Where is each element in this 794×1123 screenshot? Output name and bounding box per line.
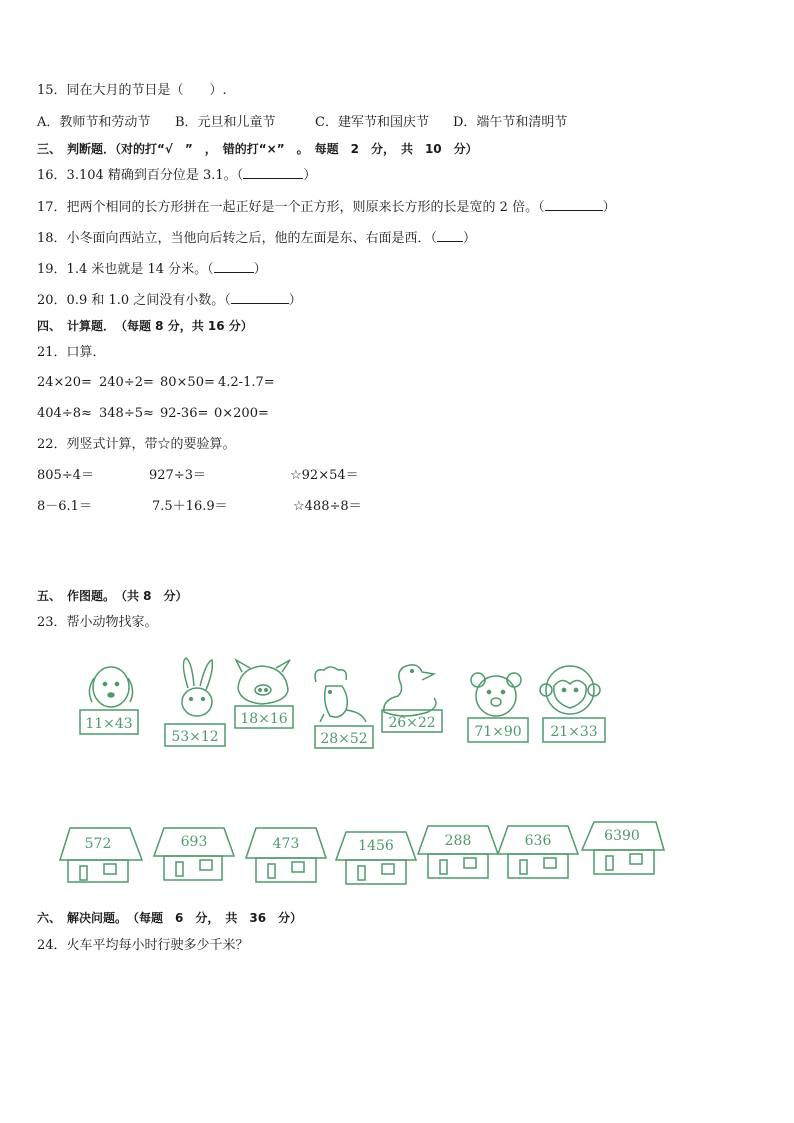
animal-card-label: 28×52: [320, 731, 368, 747]
rabbit-icon: [182, 658, 212, 716]
q15-option-a: A．教师节和劳动节: [37, 115, 151, 130]
vertical-calc-item: 805÷4＝: [37, 468, 94, 483]
q15-option-c: C．建军节和国庆节: [315, 115, 429, 130]
duck-icon: [384, 665, 436, 716]
section-6-heading: 六、 解决问题。 （每题 6 分， 共 36 分）: [37, 911, 303, 925]
goat-icon: [315, 667, 366, 722]
vertical-calc-item: ☆92×54＝: [290, 468, 359, 483]
mental-math-item: 92-36=: [160, 406, 209, 421]
q15-option-b: B．元旦和儿童节: [175, 115, 276, 130]
pig-icon: [236, 660, 290, 704]
monkey-icon: [540, 666, 600, 714]
dog-icon: [89, 667, 132, 707]
animal-card-label: 21×33: [550, 724, 598, 740]
house-number: 288: [444, 833, 472, 849]
q15-option-d: D．端午节和清明节: [453, 115, 568, 130]
house-number: 636: [524, 833, 552, 849]
question-20: 20．0.9 和 1.0 之间没有小数。（ ）: [37, 293, 302, 308]
section-3-heading: 三、 判断题．（对的打“√ ” ， 错的打“×” 。 每题 2 分， 共 10 分）: [37, 142, 478, 156]
question-17: 17．把两个相同的长方形拼在一起正好是一个正方形，则原来长方形的长是宽的 2 倍。（ ）: [37, 200, 616, 215]
question-24: 24．火车平均每小时行驶多少千米？: [37, 938, 249, 953]
animal-card-label: 53×12: [171, 729, 219, 745]
vertical-calc-item: 7.5＋16.9＝: [152, 499, 228, 514]
question-21-title: 21．口算．: [37, 345, 106, 360]
mental-math-item: 0×200=: [214, 406, 269, 421]
mental-math-item: 240÷2=: [99, 375, 154, 390]
house-number: 6390: [604, 828, 640, 844]
animal-house-illustration: [0, 640, 794, 900]
vertical-calc-item: ☆488÷8＝: [293, 499, 362, 514]
section-4-heading: 四、 计算题． （每题 8 分，共 16 分）: [37, 319, 253, 333]
question-15-stem: 15．同在大月的节日是（ ）.: [37, 83, 227, 98]
animal-card-label: 18×16: [240, 711, 288, 727]
vertical-calc-item: 8－6.1＝: [37, 499, 92, 514]
bear-icon: [471, 673, 521, 716]
question-23-title: 23．帮小动物找家。: [37, 615, 158, 630]
mental-math-item: 4.2-1.7=: [218, 375, 275, 390]
mental-math-item: 404÷8≈: [37, 406, 92, 421]
question-18: 18．小冬面向西站立，当他向后转之后，他的左面是东、右面是西．（ ）: [37, 231, 477, 246]
mental-math-item: 24×20=: [37, 375, 92, 390]
house-number: 473: [272, 836, 300, 852]
vertical-calc-item: 927÷3＝: [149, 468, 206, 483]
section-5-heading: 五、 作图题。 （共 8 分）: [37, 589, 188, 603]
mental-math-item: 348÷5≈: [99, 406, 154, 421]
question-22-title: 22．列竖式计算，带☆的要验算。: [37, 437, 236, 452]
house-number: 693: [180, 834, 208, 850]
house-number: 1456: [358, 838, 394, 854]
mental-math-item: 80×50=: [160, 375, 215, 390]
animal-card-label: 71×90: [474, 724, 522, 740]
question-16: 16．3.104 精确到百分位是 3.1。（ ）: [37, 168, 317, 183]
house-number: 572: [84, 836, 112, 852]
question-19: 19．1.4 米也就是 14 分米。（ ）: [37, 262, 267, 277]
animal-card-label: 26×22: [388, 715, 436, 731]
animal-card-label: 11×43: [85, 716, 133, 732]
